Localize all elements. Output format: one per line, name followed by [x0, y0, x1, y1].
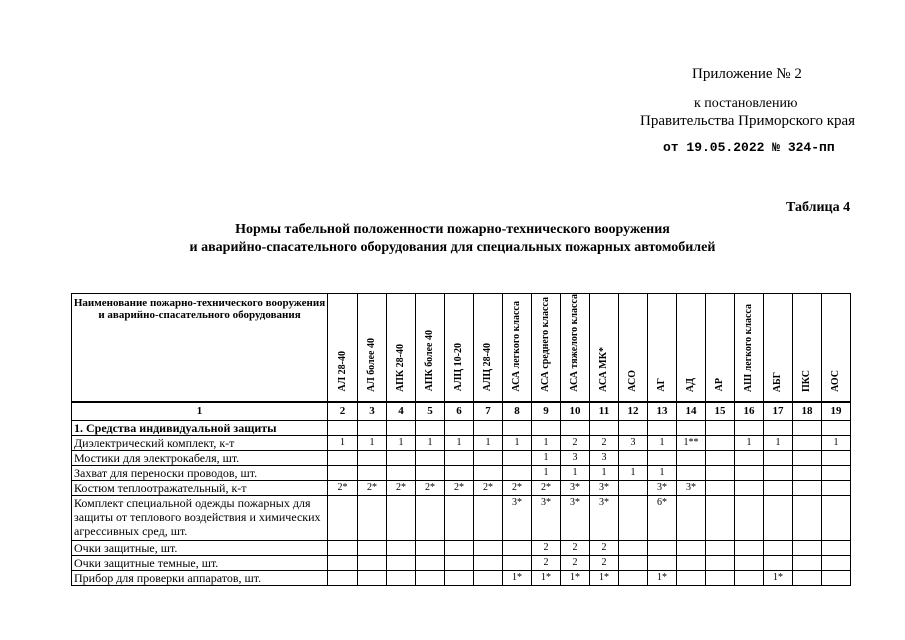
equipment-name: Костюм теплоотражательный, к-т: [72, 480, 328, 495]
vehicle-column-label: АГ: [656, 378, 667, 392]
norm-value: [822, 495, 851, 540]
norm-value: 2: [561, 540, 590, 555]
norm-value: [706, 555, 735, 570]
column-number: 10: [561, 402, 590, 421]
norm-value: [358, 555, 387, 570]
norm-value: 2: [532, 540, 561, 555]
norm-value: 1: [822, 435, 851, 450]
norm-value: 3: [561, 450, 590, 465]
norm-value: 2: [590, 555, 619, 570]
norm-value: [328, 450, 358, 465]
column-number: 17: [764, 402, 793, 421]
column-number: 3: [358, 402, 387, 421]
norm-value: 2*: [416, 480, 445, 495]
column-number: 1: [72, 402, 328, 421]
norm-value: 2: [561, 435, 590, 450]
norm-value: 3*: [648, 480, 677, 495]
column-number: 15: [706, 402, 735, 421]
norm-value: [677, 450, 706, 465]
norm-value: 1: [735, 435, 764, 450]
table-row: [72, 465, 851, 480]
norm-value: [735, 555, 764, 570]
norm-value: [387, 465, 416, 480]
norm-value: [619, 480, 648, 495]
norm-value: [706, 465, 735, 480]
norm-value: [445, 555, 474, 570]
norm-value: [474, 540, 503, 555]
norm-value: 1: [387, 435, 416, 450]
norm-value: [764, 465, 793, 480]
vehicle-column-label: АЛ 28-40: [336, 351, 348, 392]
equipment-name: Мостики для электрокабеля, шт.: [72, 450, 328, 465]
norm-value: 1: [532, 435, 561, 450]
norm-value: [735, 480, 764, 495]
norm-value: [677, 495, 706, 540]
column-number: 18: [793, 402, 822, 421]
norm-value: 3*: [590, 495, 619, 540]
norm-value: [793, 465, 822, 480]
norm-value: [822, 570, 851, 585]
norm-value: [445, 540, 474, 555]
norm-value: 2*: [328, 480, 358, 495]
norm-value: 3: [619, 435, 648, 450]
norm-value: [677, 570, 706, 585]
norm-value: [619, 570, 648, 585]
norm-value: [503, 465, 532, 480]
norm-value: [474, 495, 503, 540]
column-number: 6: [445, 402, 474, 421]
norm-value: [416, 570, 445, 585]
norm-value: 2*: [387, 480, 416, 495]
table-row: [72, 495, 851, 540]
norm-value: [793, 435, 822, 450]
norm-value: [822, 465, 851, 480]
norm-value: [387, 555, 416, 570]
vehicle-column-header: [474, 294, 503, 402]
norm-value: [619, 555, 648, 570]
norm-value: 1*: [764, 570, 793, 585]
vehicle-column-header: [387, 294, 416, 402]
vehicle-column-label: АЛЦ 28-40: [482, 343, 493, 392]
section-title: 1. Средства индивидуальной защиты: [72, 420, 328, 435]
norm-value: 3*: [561, 495, 590, 540]
norm-value: 1*: [590, 570, 619, 585]
norm-value: 1: [532, 465, 561, 480]
norm-value: 1: [648, 435, 677, 450]
vehicle-column-label: АЛЦ 10-20: [453, 343, 464, 392]
norm-value: 1: [445, 435, 474, 450]
norm-value: [706, 450, 735, 465]
norm-value: 3*: [561, 480, 590, 495]
norm-value: 2: [590, 540, 619, 555]
vehicle-column-label: АР: [714, 378, 725, 392]
norm-value: [416, 450, 445, 465]
equipment-name: Захват для переноски проводов, шт.: [72, 465, 328, 480]
name-column-header: Наименование пожарно-технического вооружения и аварийно-спасательного оборудования: [72, 294, 328, 402]
norm-value: 2*: [532, 480, 561, 495]
vehicle-column-label: АСА тяжелого класса: [569, 294, 580, 392]
norm-value: 1*: [561, 570, 590, 585]
vehicle-column-header: [416, 294, 445, 402]
equipment-name: Диэлектрический комплект, к-т: [72, 435, 328, 450]
equipment-name: Комплект специальной одежды пожарных для защиты от теплового воздействия и химических агрессивных сред, шт.: [72, 495, 328, 540]
norm-value: 3*: [590, 480, 619, 495]
column-number: 16: [735, 402, 764, 421]
norm-value: [648, 450, 677, 465]
norm-value: [822, 480, 851, 495]
norm-value: [764, 480, 793, 495]
norm-value: [387, 570, 416, 585]
table-row: [72, 540, 851, 555]
vehicle-column-label: АПК 28-40: [395, 343, 406, 392]
column-number: 8: [503, 402, 532, 421]
table-title: [0, 221, 905, 257]
norm-value: [793, 480, 822, 495]
column-number: 14: [677, 402, 706, 421]
norm-value: [764, 555, 793, 570]
norm-value: [445, 465, 474, 480]
to-decree-label: к постановлению: [694, 96, 798, 111]
government-label: Правительства Приморского края: [640, 113, 856, 129]
norm-value: [677, 555, 706, 570]
vehicle-column-label: АЛ более 40: [366, 337, 377, 392]
equipment-name: Очки защитные темные, шт.: [72, 555, 328, 570]
norm-value: 3*: [677, 480, 706, 495]
norm-value: 1**: [677, 435, 706, 450]
title-line-2: и аварийно-спасательного оборудования для специальных пожарных автомобилей: [189, 240, 716, 255]
vehicle-column-header: [503, 294, 532, 402]
norm-value: [387, 540, 416, 555]
norm-value: 2*: [445, 480, 474, 495]
norm-value: [416, 555, 445, 570]
vehicle-column-header: [358, 294, 387, 402]
norm-value: 2*: [503, 480, 532, 495]
norm-value: [416, 495, 445, 540]
norm-value: 1: [619, 465, 648, 480]
norm-value: 1*: [532, 570, 561, 585]
vehicle-column-header: [706, 294, 735, 402]
norm-value: 1: [358, 435, 387, 450]
norm-value: 1: [416, 435, 445, 450]
norm-value: 1*: [648, 570, 677, 585]
norm-value: [822, 450, 851, 465]
norm-value: [387, 450, 416, 465]
norm-value: 2*: [474, 480, 503, 495]
vehicle-column-header: [561, 294, 590, 402]
norm-value: [474, 465, 503, 480]
column-number-row: [72, 402, 851, 421]
norm-value: [735, 495, 764, 540]
norm-value: [764, 450, 793, 465]
norm-value: [416, 465, 445, 480]
vehicle-column-label: АСА легкого класса: [511, 301, 522, 392]
vehicle-column-header: [328, 294, 358, 402]
norm-value: [445, 495, 474, 540]
norm-value: 3*: [503, 495, 532, 540]
norm-value: [328, 465, 358, 480]
norm-value: [793, 555, 822, 570]
vehicle-column-header: [619, 294, 648, 402]
norm-value: [793, 570, 822, 585]
vehicle-column-label: АД: [685, 377, 696, 392]
norm-value: [619, 495, 648, 540]
norm-value: [677, 540, 706, 555]
appendix-label: Приложение № 2: [692, 66, 802, 82]
norm-value: [677, 465, 706, 480]
norm-value: [764, 540, 793, 555]
norm-value: [735, 450, 764, 465]
vehicle-column-label: АШ легкого класса: [743, 303, 754, 392]
norm-value: [358, 540, 387, 555]
vehicle-column-header: [445, 294, 474, 402]
column-number: 2: [328, 402, 358, 421]
norm-value: [358, 450, 387, 465]
norm-value: [706, 495, 735, 540]
norm-value: 1: [561, 465, 590, 480]
vehicle-column-label: АПК более 40: [424, 330, 435, 392]
norm-value: [445, 570, 474, 585]
norm-value: 6*: [648, 495, 677, 540]
norm-value: [706, 570, 735, 585]
vehicle-column-header: [532, 294, 561, 402]
norm-value: [706, 435, 735, 450]
column-number: 5: [416, 402, 445, 421]
norm-value: 3: [590, 450, 619, 465]
vehicle-column-header: [735, 294, 764, 402]
norm-value: 2*: [358, 480, 387, 495]
norm-value: [706, 540, 735, 555]
norm-value: [503, 555, 532, 570]
norm-value: [735, 570, 764, 585]
norm-value: 1: [764, 435, 793, 450]
vehicle-column-label: АБГ: [772, 371, 783, 392]
norm-value: 2: [590, 435, 619, 450]
norm-value: [822, 540, 851, 555]
decree-reference: от 19.05.2022 № 324-пп: [663, 140, 835, 155]
norm-value: [619, 450, 648, 465]
norm-value: 1: [503, 435, 532, 450]
norm-value: 2: [561, 555, 590, 570]
table-row: [72, 435, 851, 450]
vehicle-column-label: АСА среднего класса: [540, 296, 551, 392]
vehicle-column-label: АСА МК*: [598, 346, 609, 392]
norm-value: 2: [532, 555, 561, 570]
norm-value: 1: [328, 435, 358, 450]
norm-value: [735, 465, 764, 480]
vehicle-column-label: АСО: [627, 369, 638, 392]
norm-value: [706, 480, 735, 495]
table-number: Таблица 4: [786, 200, 851, 215]
column-number: 7: [474, 402, 503, 421]
title-line-1: Нормы табельной положенности пожарно-технического вооружения: [235, 222, 670, 237]
vehicle-column-header: [648, 294, 677, 402]
section-row: [72, 420, 851, 435]
vehicle-column-header: [590, 294, 619, 402]
norm-value: [328, 555, 358, 570]
norm-value: [793, 450, 822, 465]
column-number: 13: [648, 402, 677, 421]
norm-value: [358, 570, 387, 585]
norm-value: 1: [648, 465, 677, 480]
vehicle-column-label: АОС: [830, 369, 841, 392]
norm-value: [474, 570, 503, 585]
norm-value: [328, 570, 358, 585]
norm-value: 1: [590, 465, 619, 480]
norm-value: [793, 540, 822, 555]
norm-value: [648, 555, 677, 570]
equipment-name: Очки защитные, шт.: [72, 540, 328, 555]
norm-value: [358, 465, 387, 480]
table-row: [72, 480, 851, 495]
norm-value: [503, 450, 532, 465]
equipment-norms-table: [71, 293, 851, 586]
norm-value: [474, 555, 503, 570]
norm-value: [648, 540, 677, 555]
column-number: 4: [387, 402, 416, 421]
norm-value: [328, 495, 358, 540]
table-row: [72, 570, 851, 585]
norm-value: [387, 495, 416, 540]
norm-value: 3*: [532, 495, 561, 540]
norm-value: 1: [532, 450, 561, 465]
norm-value: [822, 555, 851, 570]
table-row: [72, 555, 851, 570]
norm-value: [764, 495, 793, 540]
vehicle-column-header: [822, 294, 851, 402]
norm-value: [445, 450, 474, 465]
vehicle-column-label: ПКС: [801, 369, 812, 392]
norm-value: [328, 540, 358, 555]
norm-value: [416, 540, 445, 555]
norm-value: [503, 540, 532, 555]
norm-value: [474, 450, 503, 465]
norm-value: 1: [474, 435, 503, 450]
table-row: [72, 450, 851, 465]
column-number: 12: [619, 402, 648, 421]
equipment-name: Прибор для проверки аппаратов, шт.: [72, 570, 328, 585]
norm-value: [619, 540, 648, 555]
norm-value: [735, 540, 764, 555]
vehicle-column-header: [677, 294, 706, 402]
norm-value: [358, 495, 387, 540]
vehicle-column-header: [764, 294, 793, 402]
column-number: 19: [822, 402, 851, 421]
norm-value: [793, 495, 822, 540]
column-number: 11: [590, 402, 619, 421]
column-number: 9: [532, 402, 561, 421]
vehicle-column-header: [793, 294, 822, 402]
norm-value: 1*: [503, 570, 532, 585]
